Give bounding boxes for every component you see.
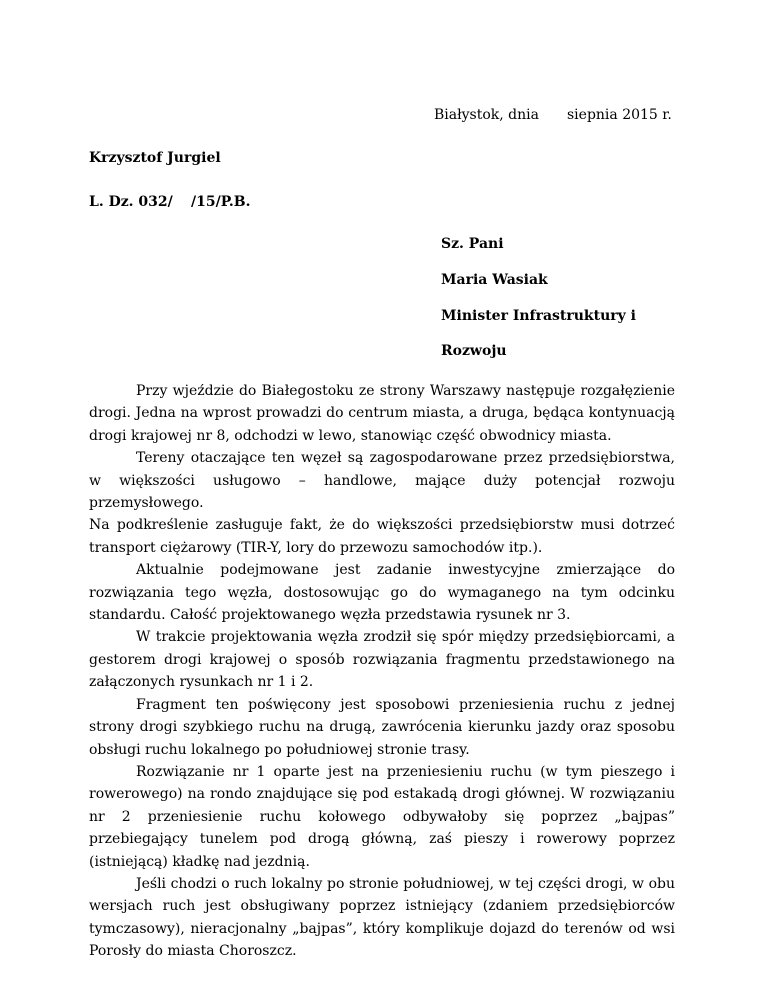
paragraph-6: Fragment ten poświęcony jest sposobowi przeniesienia ruchu z jednej strony drogi szybkiego ruchu na drugą, zawrócenia kierunku jazdy oraz sposobu obsługi ruchu lokalnego po południowej stronie trasy. (89, 696, 675, 758)
reference-prefix: L. Dz. 032/ (89, 194, 173, 210)
month-year: siepnia 2015 r. (567, 107, 672, 123)
sender-name: Krzysztof Jurgiel (89, 150, 221, 166)
recipient-name: Maria Wasiak (441, 272, 548, 288)
recipient-title-line-2: Rozwoju (441, 343, 507, 359)
paragraph-5: W trakcie projektowania węzła zrodził się spór między przedsiębiorcami, a gestorem drogi krajowej o sposób rozwiązania fragmentu przedstawionego na załączonych rysunkach nr 1 i 2. (89, 629, 675, 691)
paragraph-3: Na podkreślenie zasługuje fakt, że do większości przedsiębiorstw musi dotrzeć transport ciężarowy (TIR-Y, lory do przewozu samochodów itp.). (89, 517, 675, 556)
paragraph-4: Aktualnie podejmowane jest zadanie inwestycyjne zmierzające do rozwiązania tego węzła, dostosowując go do wymaganego na tym odcinku standardu. Całość projektowanego węzła przedstawia rysunek nr 3. (89, 562, 675, 624)
letter-body (89, 380, 675, 963)
recipient-salutation: Sz. Pani (441, 236, 504, 252)
reference-suffix: /15/P.B. (191, 194, 251, 210)
paragraph-2: Tereny otaczające ten węzeł są zagospodarowane przez przedsiębiorstwa, w większości usługowo – handlowe, mające duży potencjał rozwoju przemysłowego. (89, 450, 675, 512)
paragraph-7: Rozwiązanie nr 1 oparte jest na przeniesieniu ruchu (w tym pieszego i rowerowego) na rondo znajdujące się pod estakadą drogi głównej. W rozwiązaniu nr 2 przeniesienie ruchu kołowego odbywałoby się poprzez „bajpas” przebiegający tunelem pod drogą główną, zaś pieszy i rowerowy poprzez (istniejącą) kładkę nad jezdnią. (89, 763, 675, 870)
paragraph-1: Przy wjeździe do Białegostoku ze strony Warszawy następuje rozgałęzienie drogi. Jedna na wprost prowadzi do centrum miasta, a druga, będąca kontynuacją drogi krajowej nr 8, odchodzi w lewo, stanowiąc część obwodnicy miasta. (89, 383, 675, 444)
place-date: Białystok, dnia (434, 107, 539, 123)
recipient-title-line-1: Minister Infrastruktury i (441, 308, 636, 324)
paragraph-8: Jeśli chodzi o ruch lokalny po stronie południowej, w tej części drogi, w obu wersjach ruch jest obsługiwany poprzez istniejący (zdaniem przedsiębiorców tymczasowy), nieracjonalny „bajpas”, który komplikuje dojazd do terenów od wsi Porosły do miasta Choroszcz. (89, 875, 675, 960)
